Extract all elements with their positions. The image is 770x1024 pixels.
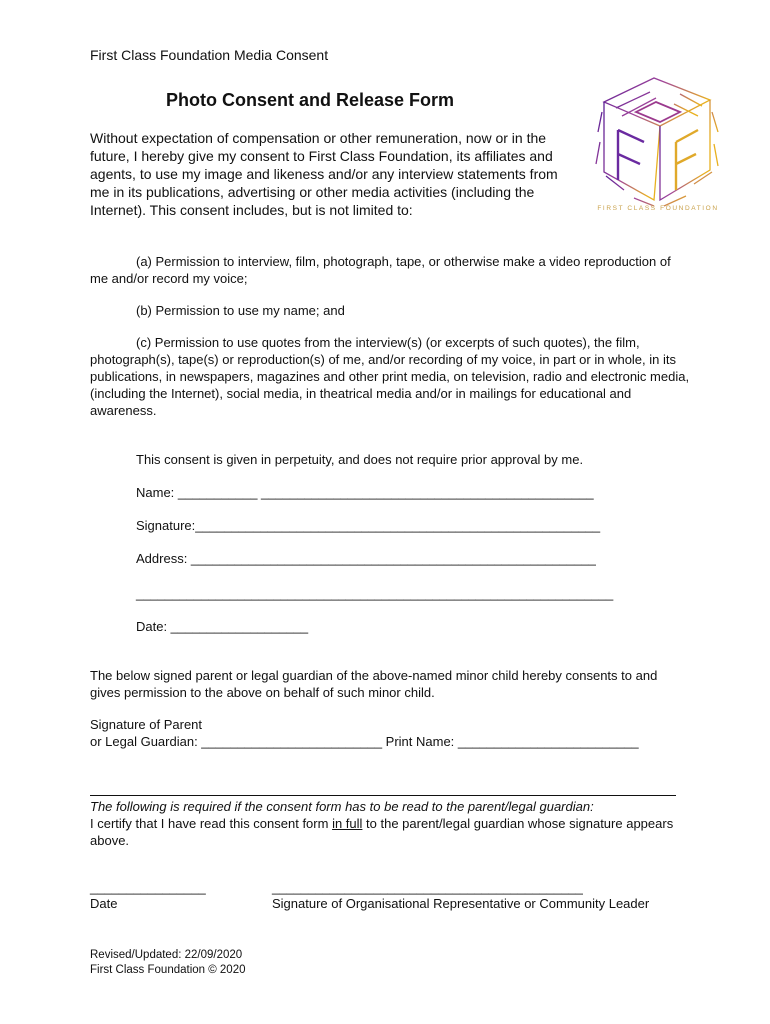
perpetuity-statement: This consent is given in perpetuity, and does not require prior approval by me. [136, 452, 584, 467]
copyright-notice: First Class Foundation © 2020 [90, 964, 246, 976]
logo-cube-icon [594, 72, 720, 222]
revision-date: Revised/Updated: 22/09/2020 [90, 949, 243, 961]
logo-text: FIRST CLASS FOUNDATION [597, 205, 719, 212]
read-aloud-requirement: The following is required if the consent form has to be read to the parent/legal guardian: [90, 799, 594, 814]
footer [90, 948, 246, 978]
certify-text-start: I certify that I have read this consent form [90, 816, 333, 831]
certify-date-field[interactable]: ________________ [90, 880, 206, 895]
date-field[interactable]: Date: ___________________ [136, 619, 309, 634]
permission-item-a [90, 253, 690, 287]
certify-date-label: Date [90, 896, 118, 911]
permission-item-c-text: (c) Permission to use quotes from the interview(s) (or excerpts of such quotes), the film, photograph(s), tape(s) or reproduction(s) of me, and/or recording of my voice, in part or in whole, in its publications, in newspapers, magazines and other print media, on television, radio and electronic media, (including the Internet), social media, in theatrical media and/or in mailings for educational and awareness. [90, 335, 690, 418]
permission-item-c [90, 334, 690, 419]
address-field-line2[interactable]: __________________________________________________________________ [136, 586, 614, 601]
certify-text-end: to the parent/legal guardian whose signature appears above. [90, 816, 674, 848]
representative-signature-field[interactable]: ___________________________________________ [272, 880, 583, 895]
intro-paragraph: Without expectation of compensation or other remuneration, now or in the future, I hereby give my consent to First Class Foundation, its affiliates and agents, to use my image and likeness and/or any interview statements from me in its publications, advertising or other media activities (including the Internet). This consent includes, but is not limited to: [90, 130, 558, 218]
form-title: Photo Consent and Release Form [166, 90, 455, 110]
certify-text-emphasis: in full [332, 816, 363, 831]
read-aloud-section [90, 798, 690, 849]
guardian-signature-field[interactable]: Signature of Parent or Legal Guardian: _________________________ Print Name: _________________________ [90, 717, 639, 749]
permission-item-a-text: (a) Permission to interview, film, photograph, tape, or otherwise make a video reproduction of me and/or record my voice; [90, 254, 671, 286]
representative-signature-label: Signature of Organisational Representative or Community Leader [272, 896, 650, 911]
signature-field[interactable]: Signature:________________________________________________________ [136, 518, 601, 533]
document-header: First Class Foundation Media Consent [90, 47, 329, 63]
permission-item-b: (b) Permission to use my name; and [136, 303, 345, 318]
name-field[interactable]: Name: ___________ ______________________________________________ [136, 485, 594, 500]
section-divider [90, 795, 676, 796]
foundation-logo [594, 72, 720, 222]
guardian-consent-text: The below signed parent or legal guardian of the above-named minor child hereby consents to and gives permission to the above on behalf of such minor child. [90, 668, 658, 700]
address-field[interactable]: Address: ________________________________________________________ [136, 551, 596, 566]
